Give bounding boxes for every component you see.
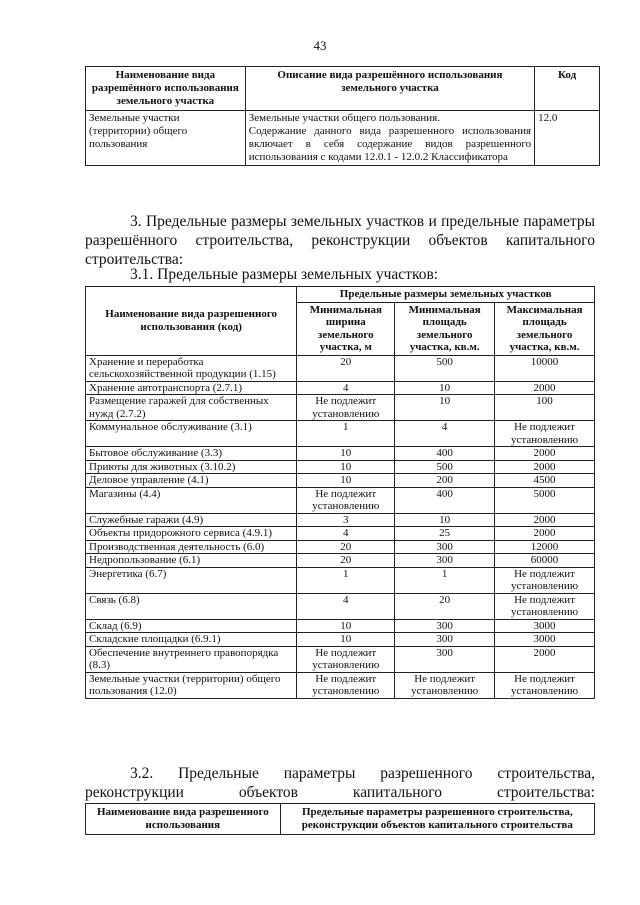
min-width-cell: 10 (297, 447, 395, 461)
use-name-cell: Обеспечение внутреннего правопорядка (8.3) (86, 646, 297, 672)
min-width-cell: 4 (297, 527, 395, 541)
table-header-row (86, 287, 595, 303)
max-area-cell: 2000 (495, 460, 595, 474)
max-area-cell: 4500 (495, 474, 595, 488)
use-name-cell: Производственная деятельность (6.0) (86, 540, 297, 554)
min-width-cell: 20 (297, 540, 395, 554)
table-row (86, 646, 595, 672)
header-use-description: Описание вида разрешённого использования земельного участка (245, 67, 534, 111)
table-row (86, 513, 595, 527)
table-row (86, 527, 595, 541)
section-3-text: 3. Предельные размеры земельных участков и предельные параметры разрешённого строительства, реконструкции объектов капитального строительства: (85, 213, 595, 268)
use-name-cell: Бытовое обслуживание (3.3) (86, 447, 297, 461)
header-use-name: Наименование вида разрешённого использования земельного участка (86, 67, 246, 111)
code-cell: 12.0 (535, 111, 600, 166)
min-width-cell: 1 (297, 567, 395, 593)
table-row (86, 554, 595, 568)
max-area-cell: 3000 (495, 633, 595, 647)
min-width-cell: Не подлежит установлению (297, 646, 395, 672)
max-area-cell: Не подлежит установлению (495, 593, 595, 619)
header-use-name: Наименование вида разрешенного использования (86, 804, 281, 835)
table-row (86, 421, 595, 447)
table-row (86, 111, 600, 166)
table-row (86, 567, 595, 593)
max-area-cell: 60000 (495, 554, 595, 568)
permitted-use-table (85, 66, 600, 166)
table-header-row (86, 804, 595, 835)
min-area-cell: 1 (395, 567, 495, 593)
table-row (86, 474, 595, 488)
use-name-cell: Коммунальное обслуживание (3.1) (86, 421, 297, 447)
max-area-cell: 3000 (495, 619, 595, 633)
use-name-cell: Складские площадки (6.9.1) (86, 633, 297, 647)
use-name-cell: Размещение гаражей для собственных нужд (2.7.2) (86, 395, 297, 421)
min-area-cell: 20 (395, 593, 495, 619)
use-name-cell: Объекты придорожного сервиса (4.9.1) (86, 527, 297, 541)
max-area-cell: 2000 (495, 513, 595, 527)
min-area-cell: 10 (395, 513, 495, 527)
description-line: Содержание данного вида разрешенного использования включает в себя содержание видов разрешенного использования с кодами 12.0.1 - 12.0.2 Классификатора (248, 125, 532, 163)
min-area-cell: 400 (395, 447, 495, 461)
header-construction-parameters: Предельные параметры разрешенного строительства, реконструкции объектов капитального строительства (280, 804, 594, 835)
min-width-cell: 10 (297, 460, 395, 474)
max-area-cell: Не подлежит установлению (495, 567, 595, 593)
use-name-cell: Служебные гаражи (4.9) (86, 513, 297, 527)
table-row (86, 395, 595, 421)
construction-parameters-table (85, 803, 595, 835)
use-name-cell: Магазины (4.4) (86, 487, 297, 513)
header-max-area: Максимальная площадь земельного участка, кв.м. (495, 302, 595, 355)
table-row (86, 593, 595, 619)
min-area-cell: 300 (395, 554, 495, 568)
description-line: Земельные участки общего пользования. (248, 112, 440, 124)
section-3-1-heading: 3.1. Предельные размеры земельных участков: (130, 266, 439, 283)
min-width-cell: 4 (297, 593, 395, 619)
table-body (86, 355, 595, 698)
min-area-cell: 300 (395, 633, 495, 647)
table-row (86, 619, 595, 633)
header-min-width: Минимальная ширина земельного участка, м (297, 302, 395, 355)
min-area-cell: 300 (395, 540, 495, 554)
min-width-cell: 10 (297, 619, 395, 633)
use-name-cell: Деловое управление (4.1) (86, 474, 297, 488)
min-area-cell: Не подлежит установлению (395, 672, 495, 698)
min-area-cell: 4 (395, 421, 495, 447)
min-area-cell: 200 (395, 474, 495, 488)
max-area-cell: Не подлежит установлению (495, 421, 595, 447)
min-width-cell: 20 (297, 554, 395, 568)
use-name-cell: Хранение и переработка сельскохозяйственной продукции (1.15) (86, 355, 297, 381)
table-row (86, 381, 595, 395)
page-number: 43 (313, 38, 327, 53)
use-name-cell: Связь (6.8) (86, 593, 297, 619)
table-row (86, 672, 595, 698)
section-3-2-text: 3.2. Предельные параметры разрешенного строительства, реконструкции объектов капитального строительства: (85, 765, 595, 801)
use-description-cell (245, 111, 534, 166)
min-area-cell: 300 (395, 619, 495, 633)
min-width-cell: 3 (297, 513, 395, 527)
table-row (86, 540, 595, 554)
min-area-cell: 500 (395, 460, 495, 474)
use-name-cell: Недропользование (6.1) (86, 554, 297, 568)
plot-size-limits-table (85, 286, 595, 699)
min-width-cell: Не подлежит установлению (297, 395, 395, 421)
header-code: Код (535, 67, 600, 111)
min-width-cell: 4 (297, 381, 395, 395)
min-area-cell: 400 (395, 487, 495, 513)
use-name-cell: Приюты для животных (3.10.2) (86, 460, 297, 474)
max-area-cell: 2000 (495, 646, 595, 672)
use-name-cell: Земельные участки (территории) общего пользования (86, 111, 246, 166)
table-row (86, 460, 595, 474)
table-row (86, 355, 595, 381)
table-row (86, 447, 595, 461)
min-area-cell: 10 (395, 381, 495, 395)
use-name-cell: Энергетика (6.7) (86, 567, 297, 593)
header-size-limits-group: Предельные размеры земельных участков (297, 287, 595, 303)
use-name-cell: Земельные участки (территории) общего пользования (12.0) (86, 672, 297, 698)
max-area-cell: 12000 (495, 540, 595, 554)
min-width-cell: 10 (297, 633, 395, 647)
use-name-cell: Склад (6.9) (86, 619, 297, 633)
min-width-cell: Не подлежит установлению (297, 672, 395, 698)
max-area-cell: 5000 (495, 487, 595, 513)
min-width-cell: 20 (297, 355, 395, 381)
min-area-cell: 10 (395, 395, 495, 421)
header-use-name: Наименование вида разрешенного использования (код) (86, 287, 297, 356)
min-area-cell: 300 (395, 646, 495, 672)
max-area-cell: 2000 (495, 527, 595, 541)
min-width-cell: 1 (297, 421, 395, 447)
min-width-cell: 10 (297, 474, 395, 488)
min-width-cell: Не подлежит установлению (297, 487, 395, 513)
max-area-cell: 2000 (495, 381, 595, 395)
max-area-cell: Не подлежит установлению (495, 672, 595, 698)
max-area-cell: 100 (495, 395, 595, 421)
min-area-cell: 25 (395, 527, 495, 541)
min-area-cell: 500 (395, 355, 495, 381)
use-name-cell: Хранение автотранспорта (2.7.1) (86, 381, 297, 395)
table-row (86, 633, 595, 647)
max-area-cell: 10000 (495, 355, 595, 381)
table-header-row (86, 67, 600, 111)
header-min-area: Минимальная площадь земельного участка, кв.м. (395, 302, 495, 355)
table-row (86, 487, 595, 513)
max-area-cell: 2000 (495, 447, 595, 461)
